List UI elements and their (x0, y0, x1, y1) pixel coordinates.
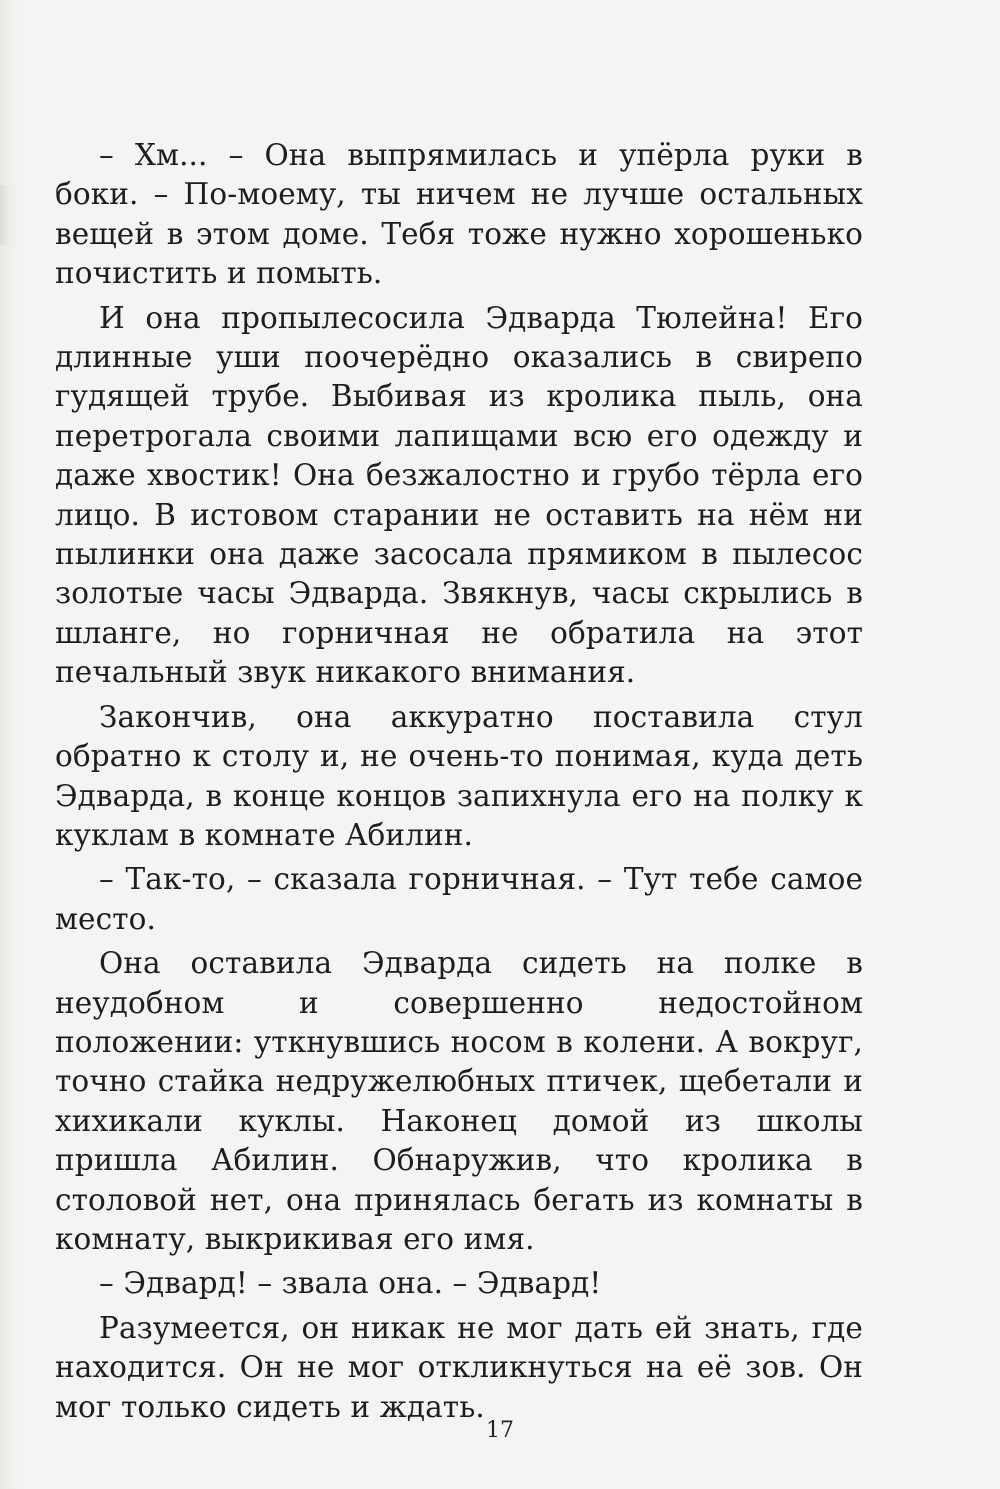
page-edge-shadow (0, 185, 10, 245)
paragraph-3: Закончив, она аккуратно поставила стул обратно к столу и, не очень-то понимая, куда деть Эдварда, в конце концов запихнула его на полку к куклам в комнате Абилин. (55, 699, 863, 852)
paragraph-6: – Эдвард! – звала она. – Эдвард! (99, 1266, 602, 1301)
paragraph-5: Она оставила Эдварда сидеть на полке в неудобном и совершенно недостойном положении: уткнувшись носом в колени. А вокруг, точно стайка недружелюбных птичек, щебетали и хихикали куклы. Наконец домой из школы пришла Абилин. Обнаружив, что кролика в столовой нет, она принялась бегать из комнаты в комнату, выкрикивая его имя. (55, 946, 863, 1256)
page-number: 17 (486, 1418, 514, 1443)
paragraph-1: – Хм... – Она выпрямилась и упёрла руки в боки. – По-моему, ты ничем не лучше остальных вещей в этом доме. Тебя тоже нужно хорошенько почистить и помыть. (55, 138, 863, 291)
paragraph-7: Разумеется, он никак не мог дать ей знать, где находится. Он не мог откликнуться на её зов. Он мог только сидеть и ждать. (55, 1310, 863, 1424)
body-text (55, 136, 863, 1432)
paragraph-2: И она пропылесосила Эдварда Тюлейна! Его длинные уши поочерёдно оказались в свирепо гудящей трубе. Выбивая из кролика пыль, она перетрогала своими лапищами всю его одежду и даже хвостик! Она безжалостно и грубо тёрла его лицо. В истовом старании не оставить на нём ни пылинки она даже засосала прямиком в пылесос золотые часы Эдварда. Звякнув, часы скрылись в шланге, но горничная не обратила на этот печальный звук никакого внимания. (55, 300, 863, 690)
paragraph-4: – Так-то, – сказала горничная. – Тут тебе самое место. (55, 862, 863, 936)
